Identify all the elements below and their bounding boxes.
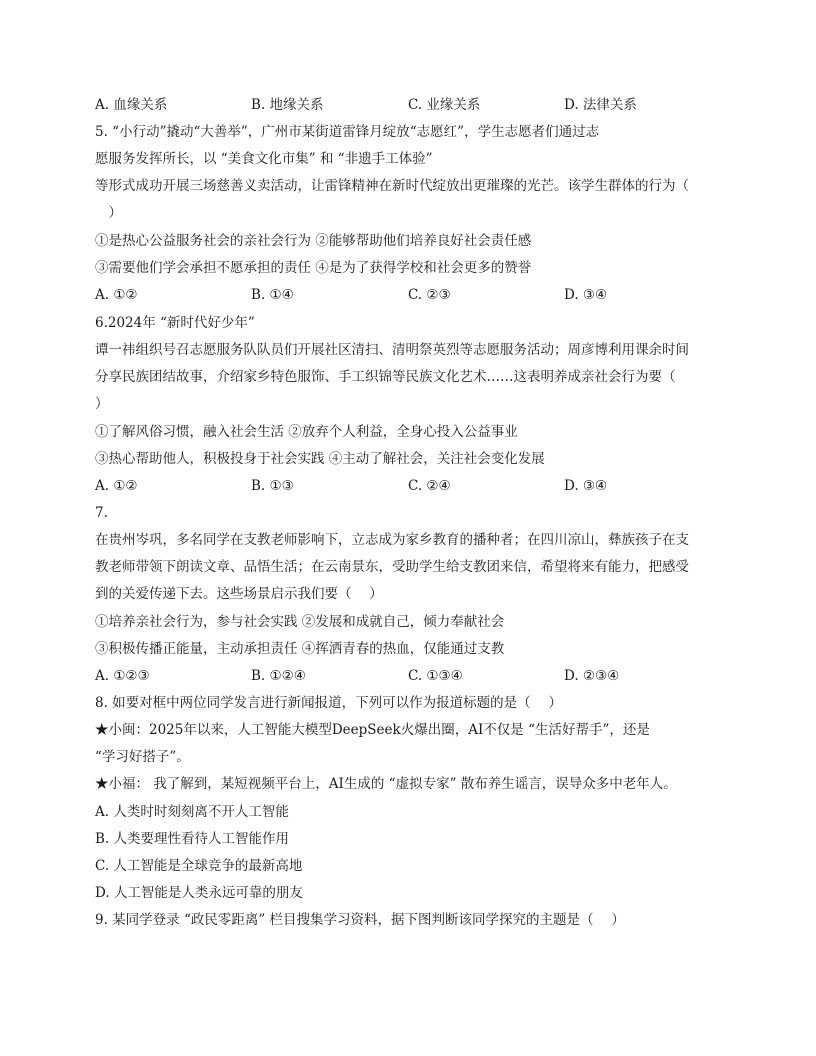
q6-option-a: A. ①② — [95, 478, 138, 494]
q9-stem-line: 9. 某同学登录 “政民零距离” 栏目搜集学习资料，据下图判断该同学探究的主题是（ ） — [95, 912, 625, 928]
q6-stem-line: ） — [95, 396, 109, 412]
q6-statement: ③热心帮助他人，积极投身于社会实践 ④主动了解社会，关注社会变化发展 — [95, 451, 545, 467]
q7-stem-line: 7. — [95, 505, 108, 521]
q6-option-b: B. ①③ — [251, 478, 294, 494]
q4-option-d: D. 法律关系 — [564, 97, 637, 113]
q5-stem-line: 等形式成功开展三场慈善义卖活动，让雷锋精神在新时代绽放出更璀璨的光芒。该学生群体的行为（ — [95, 178, 689, 194]
q8-quote-line: “学习好搭子”。 — [95, 749, 190, 765]
q6-stem-line: 分享民族团结故事，介绍家乡特色服饰、手工织锦等民族文化艺术……这表明养成亲社会行为要（ — [95, 369, 676, 385]
q7-option-a: A. ①②③ — [95, 668, 150, 684]
q5-statement: ③需要他们学会承担不愿承担的责任 ④是为了获得学校和社会更多的赞誉 — [95, 260, 532, 276]
q4-option-a: A. 血缘关系 — [95, 97, 168, 113]
q5-statement: ①是热心公益服务社会的亲社会行为 ②能够帮助他们培养良好社会责任感 — [95, 233, 532, 249]
q7-statement: ③积极传播正能量，主动承担责任 ④挥洒青春的热血，仅能通过支教 — [95, 641, 505, 657]
q7-statement: ①培养亲社会行为，参与社会实践 ②发展和成就自己，倾力奉献社会 — [95, 614, 505, 630]
q6-stem-line: 6.2024年 “新时代好少年” — [95, 315, 255, 331]
q7-stem-line: 在贵州岑巩，多名同学在支教老师影响下，立志成为家乡教育的播种者；在四川凉山，彝族孩子在支 — [95, 532, 689, 548]
q5-option-c: C. ②③ — [408, 287, 451, 303]
q8-option-d: D. 人工智能是人类永远可靠的朋友 — [95, 885, 303, 901]
q6-option-d: D. ③④ — [564, 478, 608, 494]
q8-option-a: A. 人类时时刻刻离不开人工智能 — [95, 804, 289, 820]
q4-option-c: C. 业缘关系 — [408, 97, 481, 113]
q5-option-b: B. ①④ — [251, 287, 294, 303]
q8-quote-line: ★小福： 我了解到，某短视频平台上，AI生成的 “虚拟专家” 散布养生谣言，误导众多中老年人。 — [95, 776, 677, 792]
q7-option-b: B. ①②④ — [251, 668, 306, 684]
q5-stem-line: 5. “小行动”撬动“大善举”，广州市某街道雷锋月绽放“志愿红”，学生志愿者们通过志 — [95, 124, 600, 140]
q6-option-c: C. ②④ — [408, 478, 451, 494]
q8-option-b: B. 人类要理性看待人工智能作用 — [95, 831, 290, 847]
q7-option-d: D. ②③④ — [564, 668, 620, 684]
q5-option-d: D. ③④ — [564, 287, 608, 303]
q5-stem-line: ） — [95, 205, 122, 221]
q6-stem-line: 谭一祎组织号召志愿服务队队员们开展社区清扫、清明祭英烈等志愿服务活动；周彦博利用课余时间 — [95, 342, 689, 358]
q4-option-b: B. 地缘关系 — [251, 97, 324, 113]
q8-option-c: C. 人工智能是全球竞争的最新高地 — [95, 858, 303, 874]
q8-quote-line: ★小闽：2025年以来，人工智能大模型DeepSeek火爆出圈，AI不仅是 “生活好帮手”，还是 — [95, 722, 650, 738]
q5-stem-line: 愿服务发挥所长，以 “美食文化市集” 和 “非遗手工体验” — [95, 151, 433, 167]
q5-option-a: A. ①② — [95, 287, 138, 303]
q7-stem-line: 到的关爱传递下去。这些场景启示我们要（ ） — [95, 586, 383, 602]
q7-option-c: C. ①③④ — [408, 668, 463, 684]
q6-statement: ①了解风俗习惯，融入社会生活 ②放弃个人利益，全身心投入公益事业 — [95, 424, 518, 440]
q8-stem-line: 8. 如要对框中两位同学发言进行新闻报道，下列可以作为报道标题的是（ ） — [95, 695, 562, 711]
q7-stem-line: 教老师带领下朗读文章、品悟生活；在云南景东，受助学生给支教团来信，希望将来有能力，把感受 — [95, 559, 689, 575]
